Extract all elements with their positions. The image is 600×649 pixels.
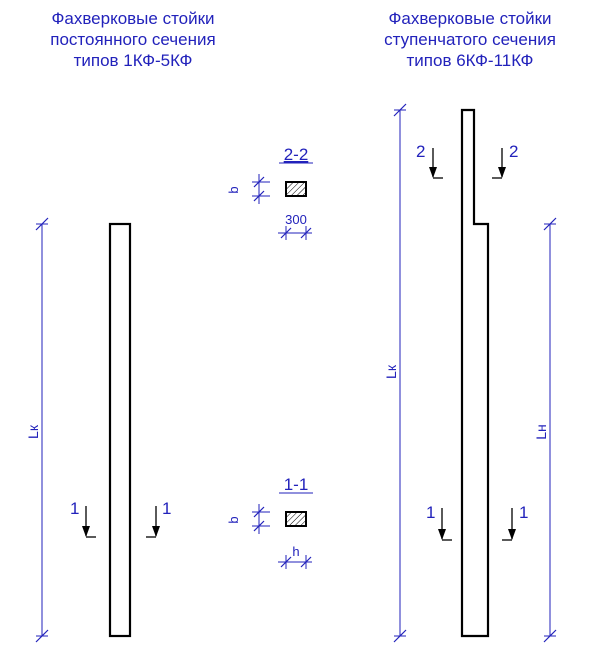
left-length-label: Lк	[25, 425, 41, 439]
section-1-1-dim-h: h	[292, 544, 300, 559]
left-cut-1-right	[146, 499, 171, 537]
right-length-label: Lк	[383, 365, 399, 379]
left-cut-1-left-label: 1	[70, 499, 80, 518]
right-lower-length-label: Lн	[533, 424, 549, 440]
right-column-outline	[462, 110, 488, 636]
right-cut-2-right-label: 2	[509, 142, 519, 161]
left-title-line-1: Фахверковые стойки	[51, 9, 215, 28]
right-cut-1-right	[502, 503, 528, 540]
section-1-1-dim-b: b	[226, 516, 241, 524]
left-length-dimension	[25, 218, 48, 642]
right-title-line-3: типов 6КФ-11КФ	[406, 51, 534, 70]
section-1-1-shape	[286, 512, 306, 526]
section-2-2-dim-b: b	[226, 186, 241, 194]
right-cut-2-right	[492, 142, 518, 178]
left-title-line-2: постоянного сечения	[50, 30, 216, 49]
right-cut-2-left	[416, 142, 443, 178]
right-lower-length-dimension	[533, 218, 556, 642]
right-cut-2-left-label: 2	[416, 142, 426, 161]
right-title-line-1: Фахверковые стойки	[388, 9, 552, 28]
right-length-dimension	[383, 104, 406, 642]
section-1-1-label: 1-1	[283, 475, 309, 494]
right-title-line-2: ступенчатого сечения	[384, 30, 556, 49]
section-2-2-dim-width: 300	[285, 212, 307, 227]
section-2-2	[226, 145, 313, 240]
section-2-2-label: 2-2	[283, 145, 309, 164]
left-column-outline	[110, 224, 130, 636]
right-cut-1-right-label: 1	[519, 503, 529, 522]
left-cut-1-left	[70, 499, 96, 537]
left-title-line-3: типов 1КФ-5КФ	[73, 51, 193, 70]
right-cut-1-left	[426, 503, 452, 540]
section-2-2-shape	[286, 182, 306, 196]
left-cut-1-right-label: 1	[162, 499, 172, 518]
right-cut-1-left-label: 1	[426, 503, 436, 522]
section-1-1	[226, 475, 313, 569]
